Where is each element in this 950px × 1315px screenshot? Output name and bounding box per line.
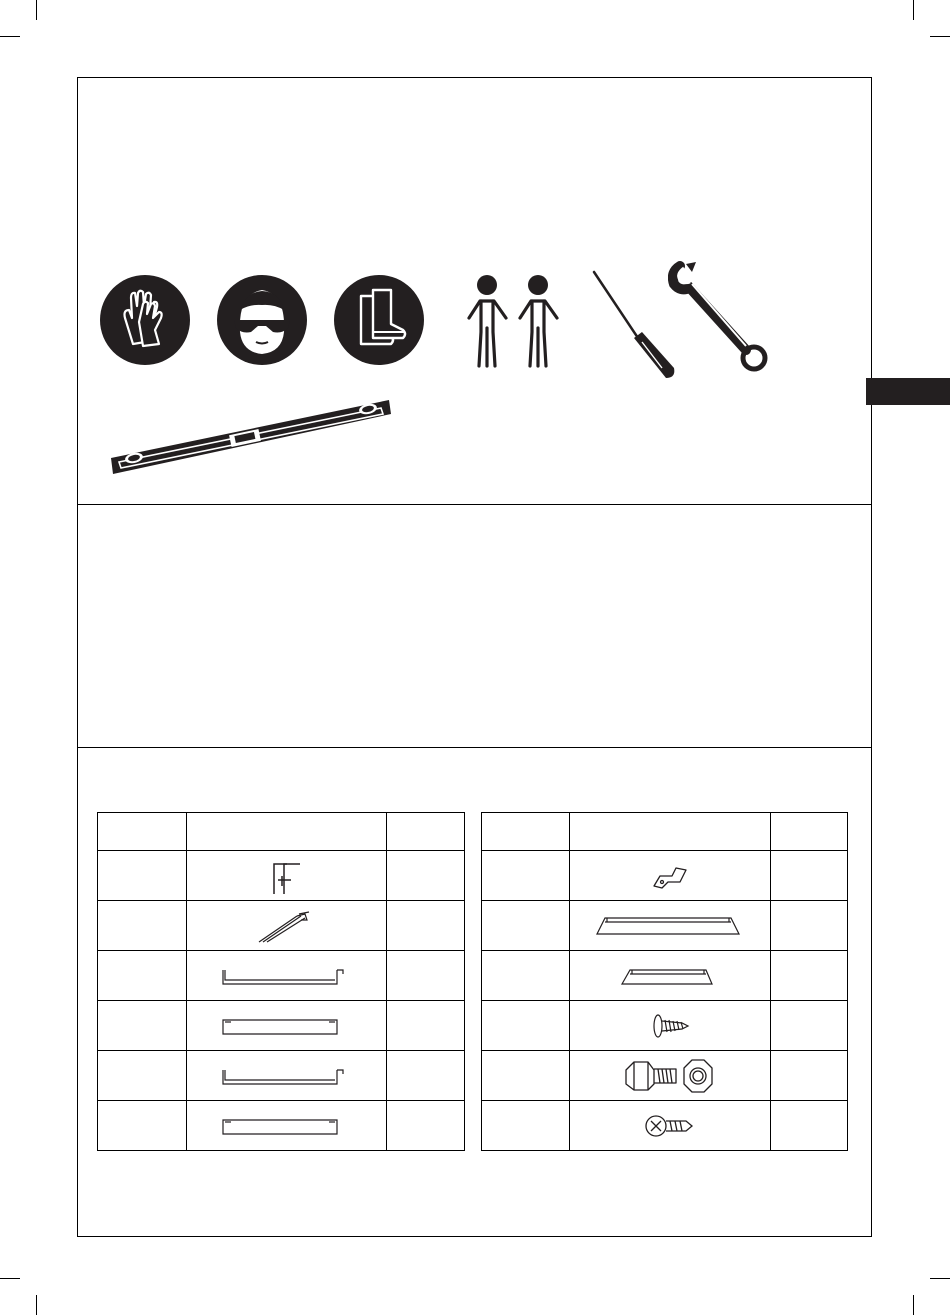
short-trough-icon bbox=[620, 964, 720, 988]
column-header bbox=[187, 813, 387, 851]
column-header bbox=[98, 813, 187, 851]
part-label bbox=[98, 1101, 187, 1151]
table-row bbox=[482, 1051, 848, 1101]
section-tab bbox=[866, 378, 950, 405]
part-label bbox=[482, 951, 570, 1001]
crop-mark bbox=[930, 1278, 950, 1279]
wrench-icon bbox=[668, 258, 772, 374]
part-quantity bbox=[387, 901, 465, 951]
parts-table-left bbox=[97, 812, 465, 1151]
washer-head-screw-icon bbox=[644, 1109, 696, 1143]
part-quantity bbox=[771, 1051, 848, 1101]
table-row bbox=[98, 851, 465, 901]
long-channel-icon bbox=[221, 964, 353, 988]
table-row bbox=[482, 951, 848, 1001]
table-header-row bbox=[98, 813, 465, 851]
corner-bracket-icon bbox=[267, 856, 307, 896]
column-header bbox=[482, 813, 570, 851]
part-quantity bbox=[771, 1101, 848, 1151]
part-quantity bbox=[771, 851, 848, 901]
long-trough-icon bbox=[595, 914, 745, 938]
clip-icon bbox=[650, 862, 690, 890]
crop-mark bbox=[930, 36, 950, 37]
table-header-row bbox=[482, 813, 848, 851]
table-row bbox=[98, 1001, 465, 1051]
long-channel-icon bbox=[221, 1064, 353, 1088]
part-quantity bbox=[387, 951, 465, 1001]
long-channel-icon bbox=[221, 1114, 353, 1138]
safety-glasses-icon bbox=[216, 274, 308, 366]
gloves-icon bbox=[99, 274, 191, 366]
column-header bbox=[570, 813, 771, 851]
table-row bbox=[482, 851, 848, 901]
part-label bbox=[482, 1101, 570, 1151]
spirit-level-icon bbox=[105, 392, 395, 482]
table-row bbox=[482, 1101, 848, 1151]
self-tapping-screw-icon bbox=[650, 1011, 690, 1041]
part-quantity bbox=[387, 1051, 465, 1101]
crop-mark bbox=[0, 36, 20, 37]
table-row bbox=[98, 951, 465, 1001]
part-quantity bbox=[387, 1101, 465, 1151]
rail-profile-icon bbox=[257, 908, 317, 944]
section-divider bbox=[77, 747, 872, 748]
table-row bbox=[98, 901, 465, 951]
two-persons-icon bbox=[464, 272, 566, 370]
crop-mark bbox=[36, 0, 37, 20]
part-label bbox=[98, 951, 187, 1001]
table-row bbox=[482, 1001, 848, 1051]
part-quantity bbox=[771, 901, 848, 951]
part-label bbox=[98, 1051, 187, 1101]
part-quantity bbox=[771, 1001, 848, 1051]
crop-mark bbox=[913, 0, 914, 20]
long-channel-icon bbox=[221, 1014, 353, 1038]
crop-mark bbox=[36, 1295, 37, 1315]
part-label bbox=[482, 1001, 570, 1051]
crop-mark bbox=[0, 1278, 20, 1279]
column-header bbox=[771, 813, 848, 851]
safety-boots-icon bbox=[333, 274, 425, 366]
part-quantity bbox=[771, 951, 848, 1001]
table-row bbox=[482, 901, 848, 951]
column-header bbox=[387, 813, 465, 851]
part-label bbox=[98, 851, 187, 901]
part-label bbox=[482, 901, 570, 951]
crop-mark bbox=[913, 1295, 914, 1315]
parts-table-right bbox=[481, 812, 848, 1151]
part-label bbox=[482, 1051, 570, 1101]
part-label bbox=[98, 1001, 187, 1051]
bolt-and-nut-icon bbox=[622, 1058, 718, 1094]
part-quantity bbox=[387, 1001, 465, 1051]
part-quantity bbox=[387, 851, 465, 901]
section-divider bbox=[77, 504, 872, 505]
table-row bbox=[98, 1101, 465, 1151]
part-label bbox=[482, 851, 570, 901]
part-label bbox=[98, 901, 187, 951]
table-row bbox=[98, 1051, 465, 1101]
